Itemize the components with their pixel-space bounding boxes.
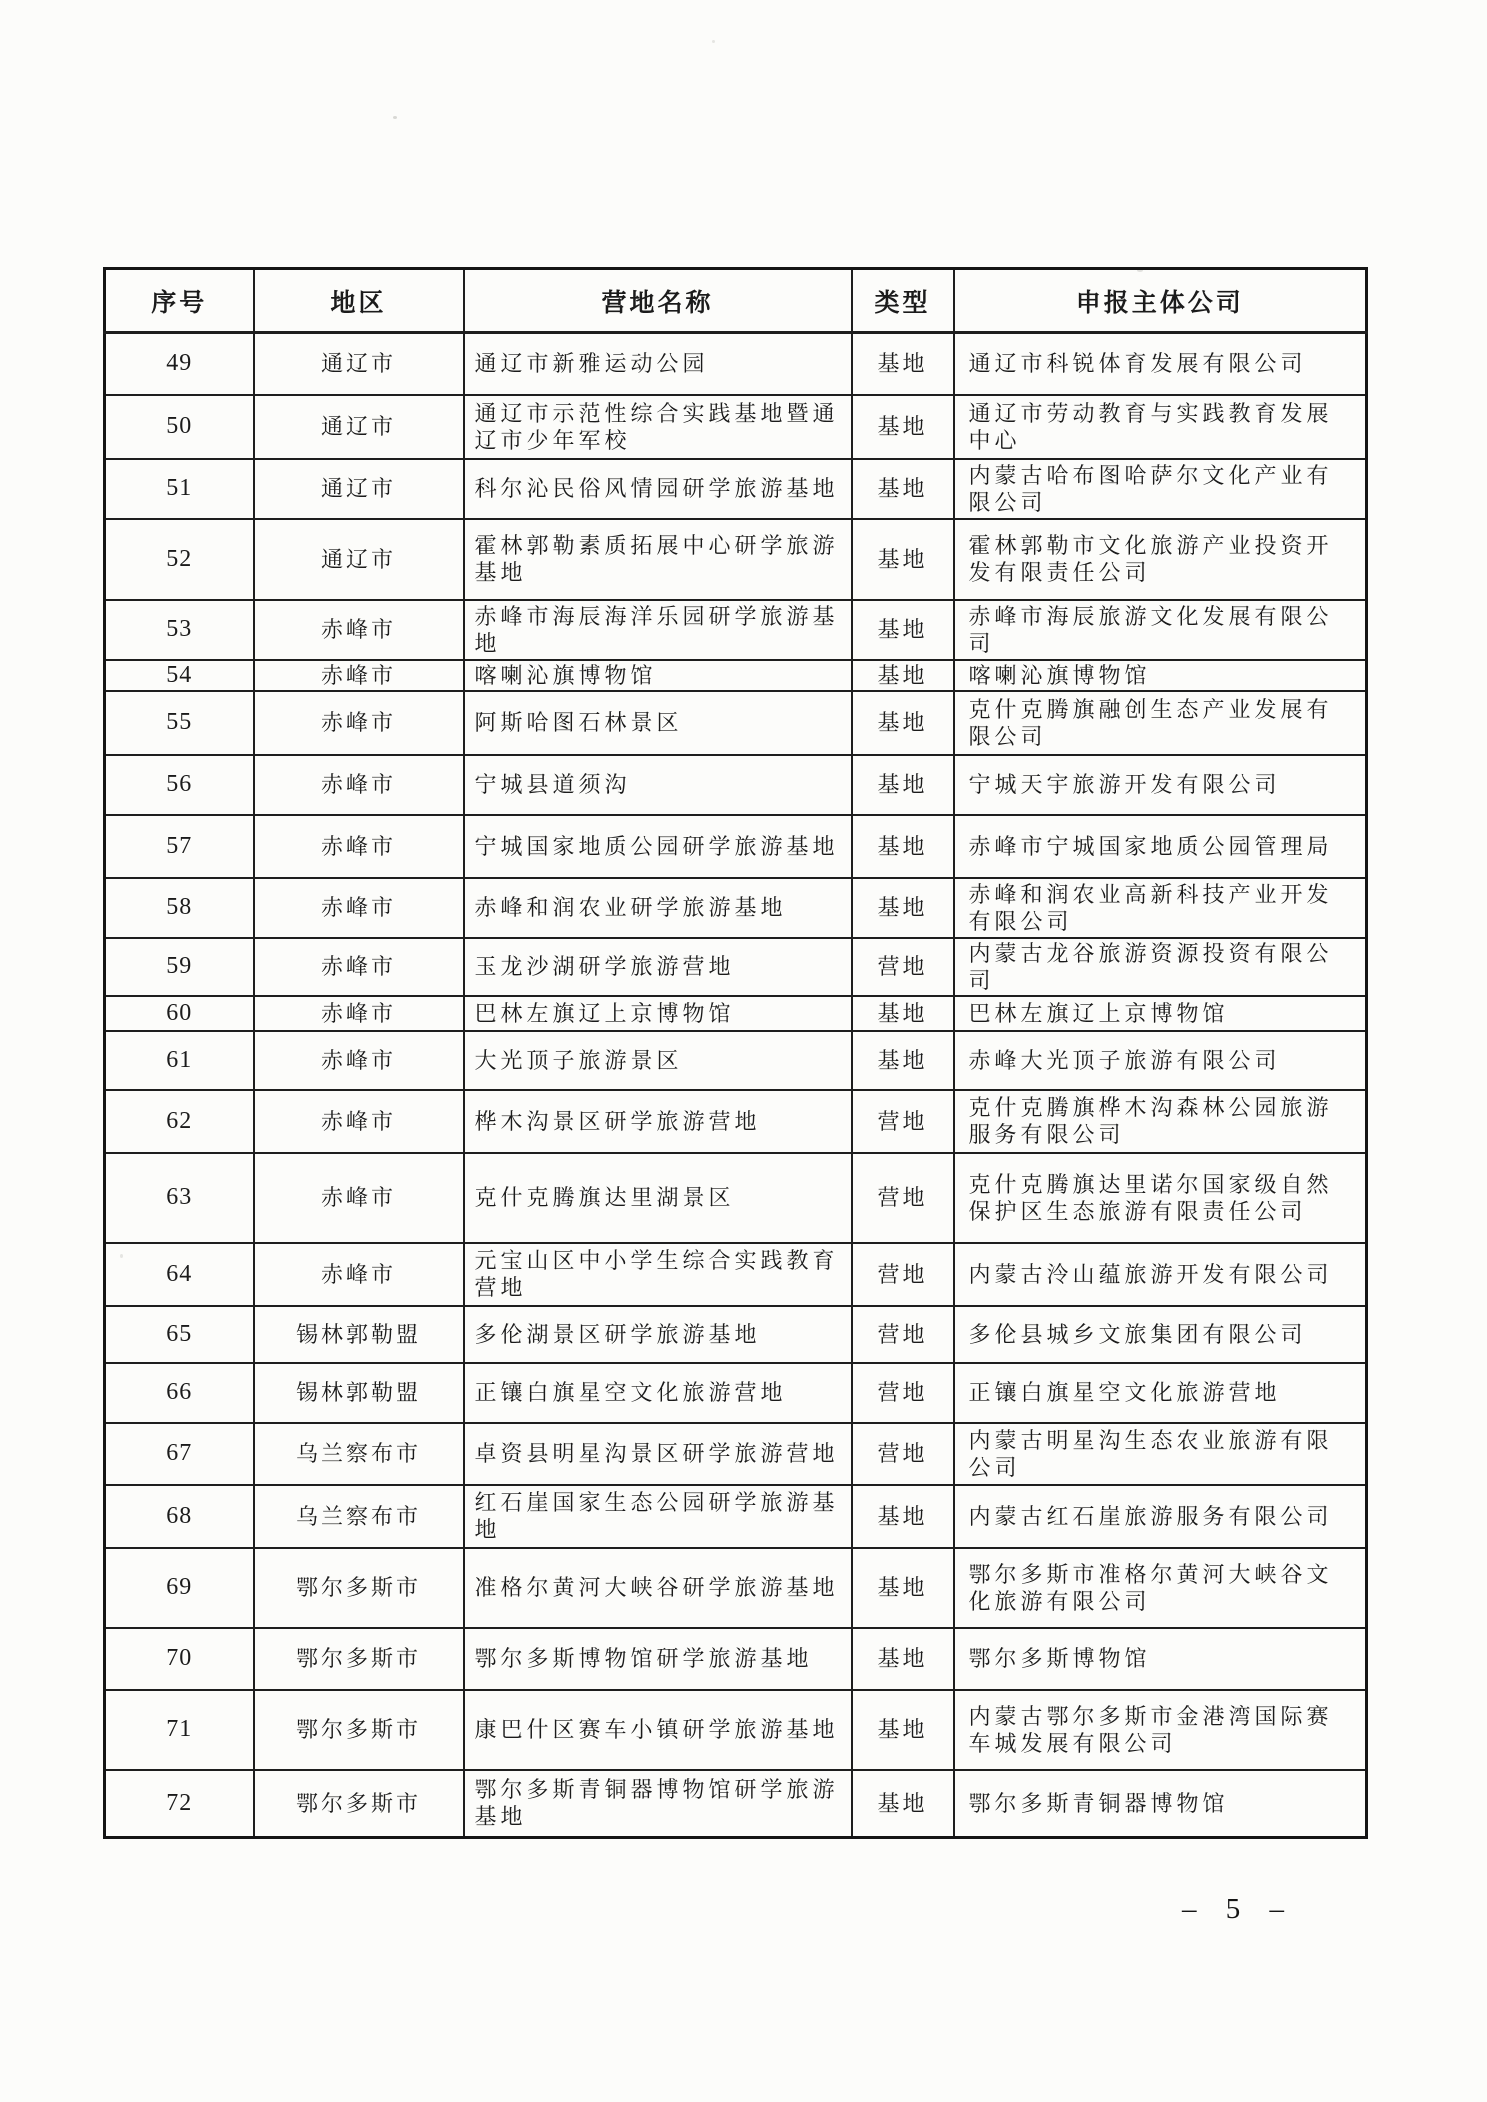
row-number-cell: 56 — [105, 755, 254, 815]
scan-artifact — [393, 116, 397, 119]
company-cell: 正镶白旗星空文化旅游营地 — [954, 1363, 1367, 1423]
region-cell: 乌兰察布市 — [254, 1485, 464, 1548]
type-cell: 基地 — [852, 660, 954, 691]
row-number-cell: 67 — [105, 1423, 254, 1485]
company-cell: 内蒙古泠山蕴旅游开发有限公司 — [954, 1243, 1367, 1306]
company-cell: 内蒙古红石崖旅游服务有限公司 — [954, 1485, 1367, 1548]
row-number-cell: 72 — [105, 1770, 254, 1838]
row-number-cell: 71 — [105, 1690, 254, 1770]
column-header-region: 地区 — [254, 269, 464, 333]
column-header-name: 营地名称 — [464, 269, 852, 333]
region-cell: 乌兰察布市 — [254, 1423, 464, 1485]
type-cell: 营地 — [852, 1243, 954, 1306]
camp-name-cell: 鄂尔多斯博物馆研学旅游基地 — [464, 1628, 852, 1690]
type-cell: 营地 — [852, 1363, 954, 1423]
row-number-cell: 50 — [105, 395, 254, 459]
company-cell: 通辽市劳动教育与实践教育发展中心 — [954, 395, 1367, 459]
table-row — [105, 660, 1367, 691]
row-number-cell: 51 — [105, 459, 254, 519]
row-number-cell: 59 — [105, 938, 254, 996]
company-cell: 赤峰和润农业高新科技产业开发有限公司 — [954, 878, 1367, 938]
type-cell: 基地 — [852, 519, 954, 600]
column-header-type: 类型 — [852, 269, 954, 333]
company-cell: 克什克腾旗融创生态产业发展有限公司 — [954, 691, 1367, 755]
row-number-cell: 58 — [105, 878, 254, 938]
region-cell: 赤峰市 — [254, 815, 464, 878]
table-body — [105, 333, 1367, 1838]
company-cell: 内蒙古鄂尔多斯市金港湾国际赛车城发展有限公司 — [954, 1690, 1367, 1770]
type-cell: 基地 — [852, 996, 954, 1031]
column-header-company: 申报主体公司 — [954, 269, 1367, 333]
row-number-cell: 57 — [105, 815, 254, 878]
region-cell: 锡林郭勒盟 — [254, 1306, 464, 1363]
region-cell: 通辽市 — [254, 333, 464, 395]
type-cell: 基地 — [852, 1485, 954, 1548]
table-row — [105, 878, 1367, 938]
camp-name-cell: 克什克腾旗达里湖景区 — [464, 1153, 852, 1243]
type-cell: 营地 — [852, 938, 954, 996]
table-row — [105, 1628, 1367, 1690]
type-cell: 基地 — [852, 1031, 954, 1090]
row-number-cell: 53 — [105, 600, 254, 660]
table-row — [105, 600, 1367, 660]
region-cell: 赤峰市 — [254, 1031, 464, 1090]
region-cell: 鄂尔多斯市 — [254, 1690, 464, 1770]
camp-name-cell: 大光顶子旅游景区 — [464, 1031, 852, 1090]
region-cell: 鄂尔多斯市 — [254, 1548, 464, 1628]
row-number-cell: 70 — [105, 1628, 254, 1690]
camp-name-cell: 通辽市示范性综合实践基地暨通辽市少年军校 — [464, 395, 852, 459]
region-cell: 赤峰市 — [254, 600, 464, 660]
region-cell: 赤峰市 — [254, 1090, 464, 1153]
company-cell: 克什克腾旗桦木沟森林公园旅游服务有限公司 — [954, 1090, 1367, 1153]
camp-name-cell: 玉龙沙湖研学旅游营地 — [464, 938, 852, 996]
type-cell: 基地 — [852, 395, 954, 459]
company-cell: 通辽市科锐体育发展有限公司 — [954, 333, 1367, 395]
company-cell: 喀喇沁旗博物馆 — [954, 660, 1367, 691]
camp-name-cell: 通辽市新雅运动公园 — [464, 333, 852, 395]
camp-name-cell: 赤峰市海辰海洋乐园研学旅游基地 — [464, 600, 852, 660]
table-row — [105, 1548, 1367, 1628]
row-number-cell: 55 — [105, 691, 254, 755]
region-cell: 通辽市 — [254, 459, 464, 519]
table-row — [105, 1031, 1367, 1090]
row-number-cell: 60 — [105, 996, 254, 1031]
table-row — [105, 996, 1367, 1031]
table-header-row — [105, 269, 1367, 333]
table-row — [105, 691, 1367, 755]
column-header-no: 序号 — [105, 269, 254, 333]
camp-name-cell: 准格尔黄河大峡谷研学旅游基地 — [464, 1548, 852, 1628]
row-number-cell: 52 — [105, 519, 254, 600]
type-cell: 基地 — [852, 1628, 954, 1690]
camp-name-cell: 康巴什区赛车小镇研学旅游基地 — [464, 1690, 852, 1770]
type-cell: 基地 — [852, 600, 954, 660]
row-number-cell: 69 — [105, 1548, 254, 1628]
row-number-cell: 54 — [105, 660, 254, 691]
row-number-cell: 64 — [105, 1243, 254, 1306]
company-cell: 霍林郭勒市文化旅游产业投资开发有限责任公司 — [954, 519, 1367, 600]
type-cell: 基地 — [852, 691, 954, 755]
camps-table — [103, 267, 1368, 1839]
company-cell: 内蒙古龙谷旅游资源投资有限公司 — [954, 938, 1367, 996]
camp-name-cell: 阿斯哈图石林景区 — [464, 691, 852, 755]
region-cell: 赤峰市 — [254, 1153, 464, 1243]
camp-name-cell: 喀喇沁旗博物馆 — [464, 660, 852, 691]
table-row — [105, 333, 1367, 395]
type-cell: 基地 — [852, 815, 954, 878]
camp-name-cell: 巴林左旗辽上京博物馆 — [464, 996, 852, 1031]
row-number-cell: 65 — [105, 1306, 254, 1363]
table-row — [105, 1363, 1367, 1423]
table-row — [105, 1153, 1367, 1243]
camp-name-cell: 鄂尔多斯青铜器博物馆研学旅游基地 — [464, 1770, 852, 1838]
row-number-cell: 62 — [105, 1090, 254, 1153]
type-cell: 基地 — [852, 878, 954, 938]
company-cell: 赤峰大光顶子旅游有限公司 — [954, 1031, 1367, 1090]
company-cell: 赤峰市海辰旅游文化发展有限公司 — [954, 600, 1367, 660]
table-row — [105, 395, 1367, 459]
table-row — [105, 1090, 1367, 1153]
company-cell: 克什克腾旗达里诺尔国家级自然保护区生态旅游有限责任公司 — [954, 1153, 1367, 1243]
row-number-cell: 61 — [105, 1031, 254, 1090]
table-row — [105, 1423, 1367, 1485]
region-cell: 赤峰市 — [254, 938, 464, 996]
region-cell: 鄂尔多斯市 — [254, 1628, 464, 1690]
camp-name-cell: 红石崖国家生态公园研学旅游基地 — [464, 1485, 852, 1548]
camp-name-cell: 霍林郭勒素质拓展中心研学旅游基地 — [464, 519, 852, 600]
company-cell: 内蒙古明星沟生态农业旅游有限公司 — [954, 1423, 1367, 1485]
table-row — [105, 519, 1367, 600]
row-number-cell: 63 — [105, 1153, 254, 1243]
region-cell: 赤峰市 — [254, 996, 464, 1031]
type-cell: 营地 — [852, 1153, 954, 1243]
camp-name-cell: 正镶白旗星空文化旅游营地 — [464, 1363, 852, 1423]
type-cell: 营地 — [852, 1090, 954, 1153]
row-number-cell: 68 — [105, 1485, 254, 1548]
region-cell: 赤峰市 — [254, 691, 464, 755]
company-cell: 宁城天宇旅游开发有限公司 — [954, 755, 1367, 815]
company-cell: 赤峰市宁城国家地质公园管理局 — [954, 815, 1367, 878]
company-cell: 鄂尔多斯博物馆 — [954, 1628, 1367, 1690]
company-cell: 鄂尔多斯青铜器博物馆 — [954, 1770, 1367, 1838]
table-row — [105, 1243, 1367, 1306]
scan-artifact — [712, 40, 715, 43]
table-row — [105, 459, 1367, 519]
table-row — [105, 938, 1367, 996]
table-row — [105, 1770, 1367, 1838]
table-row — [105, 755, 1367, 815]
region-cell: 鄂尔多斯市 — [254, 1770, 464, 1838]
table-row — [105, 815, 1367, 878]
type-cell: 基地 — [852, 1770, 954, 1838]
camp-name-cell: 元宝山区中小学生综合实践教育营地 — [464, 1243, 852, 1306]
company-cell: 多伦县城乡文旅集团有限公司 — [954, 1306, 1367, 1363]
camp-name-cell: 宁城国家地质公园研学旅游基地 — [464, 815, 852, 878]
camp-name-cell: 多伦湖景区研学旅游基地 — [464, 1306, 852, 1363]
camp-name-cell: 赤峰和润农业研学旅游基地 — [464, 878, 852, 938]
type-cell: 营地 — [852, 1423, 954, 1485]
table-row — [105, 1690, 1367, 1770]
table-row — [105, 1485, 1367, 1548]
row-number-cell: 66 — [105, 1363, 254, 1423]
region-cell: 锡林郭勒盟 — [254, 1363, 464, 1423]
type-cell: 基地 — [852, 755, 954, 815]
type-cell: 基地 — [852, 1548, 954, 1628]
region-cell: 赤峰市 — [254, 755, 464, 815]
region-cell: 通辽市 — [254, 519, 464, 600]
camp-name-cell: 桦木沟景区研学旅游营地 — [464, 1090, 852, 1153]
company-cell: 内蒙古哈布图哈萨尔文化产业有限公司 — [954, 459, 1367, 519]
company-cell: 巴林左旗辽上京博物馆 — [954, 996, 1367, 1031]
row-number-cell: 49 — [105, 333, 254, 395]
type-cell: 基地 — [852, 459, 954, 519]
type-cell: 基地 — [852, 333, 954, 395]
company-cell: 鄂尔多斯市准格尔黄河大峡谷文化旅游有限公司 — [954, 1548, 1367, 1628]
region-cell: 赤峰市 — [254, 878, 464, 938]
type-cell: 基地 — [852, 1690, 954, 1770]
type-cell: 营地 — [852, 1306, 954, 1363]
region-cell: 通辽市 — [254, 395, 464, 459]
page-number: – 5 – — [1182, 1893, 1287, 1925]
region-cell: 赤峰市 — [254, 660, 464, 691]
region-cell: 赤峰市 — [254, 1243, 464, 1306]
camp-name-cell: 宁城县道须沟 — [464, 755, 852, 815]
camp-name-cell: 卓资县明星沟景区研学旅游营地 — [464, 1423, 852, 1485]
table-row — [105, 1306, 1367, 1363]
camp-name-cell: 科尔沁民俗风情园研学旅游基地 — [464, 459, 852, 519]
